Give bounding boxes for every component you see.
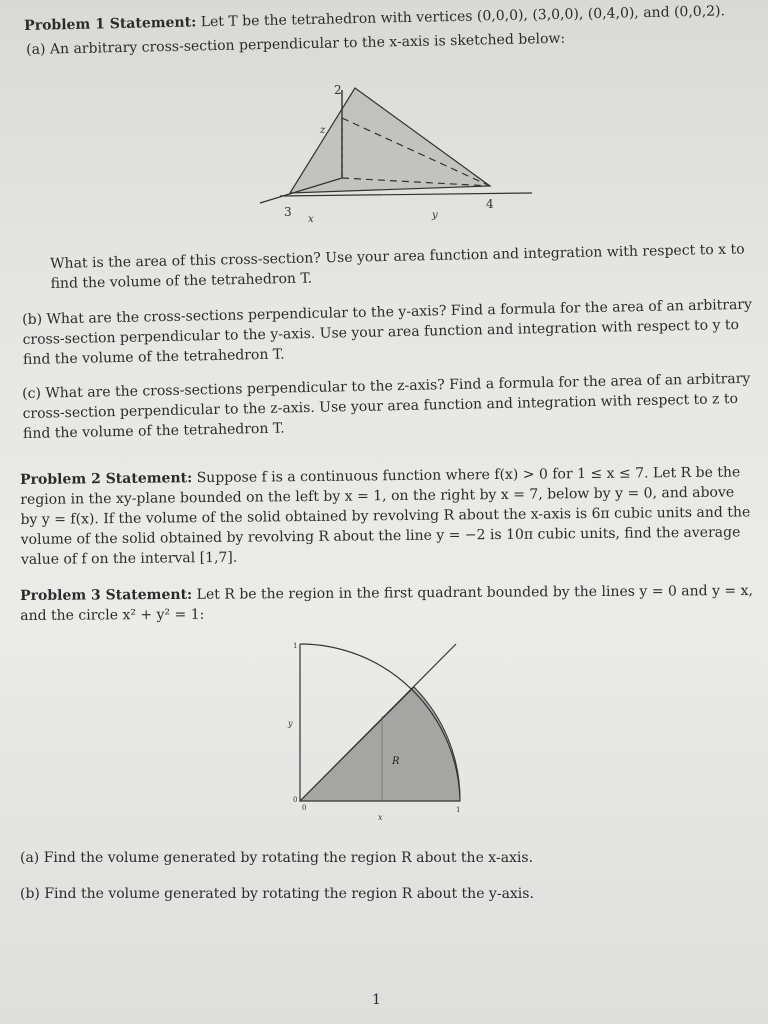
- fig3-y-axis: y: [288, 719, 293, 728]
- problem1-b: (b) What are the cross-sections perpendicular to the y-axis? Find a formula for the area of an arbitrary cross-section perpendicular to the y-axis. Use your area function and integration with respect to y to find the volume of the tetrahedron T.: [22, 296, 753, 368]
- fig1-z-top: 2: [334, 83, 342, 97]
- fig3-y-top: 1: [293, 642, 298, 650]
- fig1-y-axis: y: [432, 210, 438, 221]
- y-axis-line: [280, 193, 532, 196]
- problem1-a-intro: (a) An arbitrary cross-section perpendicular to the x-axis is sketched below:: [26, 30, 566, 58]
- problem3-title: Problem 3 Statement:: [20, 586, 193, 604]
- fig3-x-axis: x: [378, 813, 383, 822]
- fig3-region-label: R: [392, 756, 400, 767]
- tetrahedron-figure: [250, 78, 540, 228]
- fig3-origin-x: 0: [302, 804, 307, 812]
- problem2: [20, 462, 756, 570]
- problem1-c: (c) What are the cross-sections perpendicular to the z-axis? Find a formula for the area of an arbitrary cross-section perpendicular to the z-axis. Use your area function and integration with respect to z to find the volume of the tetrahedron T.: [22, 370, 751, 442]
- problem1-title: Problem 1 Statement: Let T be the tetrahedron with vertices (0,0,0), (3,0,0), (0,4,0), and (0,0,2).: [24, 3, 726, 34]
- problem1-a-question: What is the area of this cross-section? Use your area function and integration with respect to x to find the volume of the tetrahedron T.: [50, 241, 745, 292]
- problem2-statement: Suppose f is a continuous function where f(x) > 0 for 1 ≤ x ≤ 7. Let R be the region in the xy-plane bounded on the left by x = 1, on the right by x = 7, below by y = 0, and above by y = f(x). If the volume of the solid obtained by revolving R about the x-axis is 6π cubic units and the volume of the solid obtained by revolving R about the line y = −2 is 10π cubic units, find the average value of f on the interval [1,7].: [20, 464, 751, 568]
- fig1-x-val: 3: [284, 205, 292, 219]
- problem3-statement: Let R be the region in the first quadrant bounded by the lines y = 0 and y = x, and the circle x² + y² = 1:: [20, 582, 753, 624]
- page-number: 1: [372, 992, 381, 1008]
- problem3: [20, 581, 755, 626]
- problem1-statement: Let T be the tetrahedron with vertices (0,0,0), (3,0,0), (0,4,0), and (0,0,2).: [200, 3, 726, 31]
- region-R: [300, 687, 460, 801]
- quarter-circle-figure: [280, 636, 480, 826]
- problem3-b: (b) Find the volume generated by rotating the region R about the y-axis.: [20, 886, 534, 902]
- fig1-z-axis: z: [320, 125, 326, 136]
- problem2-title: Problem 2 Statement:: [20, 470, 193, 488]
- fig1-y-val: 4: [486, 197, 494, 211]
- fig1-x-axis: x: [308, 214, 314, 225]
- fig3-x-right: 1: [456, 806, 461, 814]
- fig3-origin-y: 0: [293, 796, 298, 804]
- problem3-a: (a) Find the volume generated by rotating the region R about the x-axis.: [20, 850, 534, 866]
